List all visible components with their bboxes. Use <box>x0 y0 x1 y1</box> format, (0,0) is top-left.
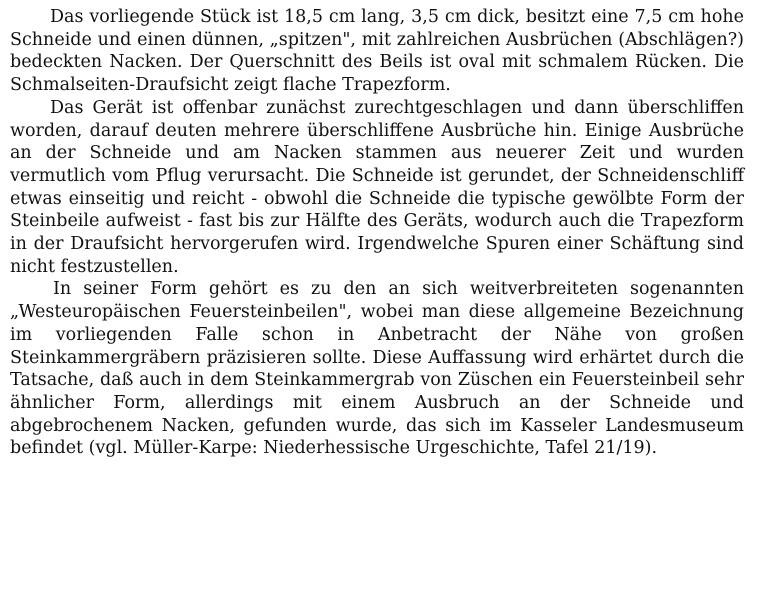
document-page <box>10 6 744 460</box>
paragraph-manufacture: Das Gerät ist offenbar zunächst zurechtgeschlagen und dann überschliffen worden, darauf deuten mehrere überschliffene Ausbrüche hin. Einige Ausbrüche an der Schneide und am Nacken stammen aus neuerer Zeit und wurden vermutlich vom Pflug verursacht. Die Schneide ist gerundet, der Schneidenschliff etwas einseitig und reicht - obwohl die Schneide die typische gewölbte Form der Steinbeile aufweist - fast bis zur Hälfte des Geräts, wodurch auch die Trapezform in der Draufsicht hervorgerufen wird. Irgendwelche Spuren einer Schäftung sind nicht festzustellen. <box>10 97 744 277</box>
paragraph-classification: In seiner Form gehört es zu den an sich weitverbreiteten sogenannten „Westeuropäischen Feuersteinbeilen", wobei man diese allgemeine Bezeichnung im vorliegenden Falle schon in Anbetracht der Nähe von großen Steinkammergräbern präzisieren sollte. Diese Auffassung wird erhärtet durch die Tatsache, daß auch in dem Steinkammergrab von Züschen ein Feuersteinbeil sehr ähnlicher Form, allerdings mit einem Ausbruch an der Schneide und abgebrochenem Nacken, gefunden wurde, das sich im Kasseler Landesmuseum befindet (vgl. Müller-Karpe: Niederhessische Urgeschichte, Tafel 21/19). <box>10 279 744 459</box>
paragraph-description: Das vorliegende Stück ist 18,5 cm lang, 3,5 cm dick, besitzt eine 7,5 cm hohe Schneide und einen dünnen, „spitzen", mit zahlreichen Ausbrüchen (Abschlägen?) bedeckten Nacken. Der Querschnitt des Beils ist oval mit schmalem Rücken. Die Schmalseiten-Draufsicht zeigt flache Trapezform. <box>10 7 744 96</box>
